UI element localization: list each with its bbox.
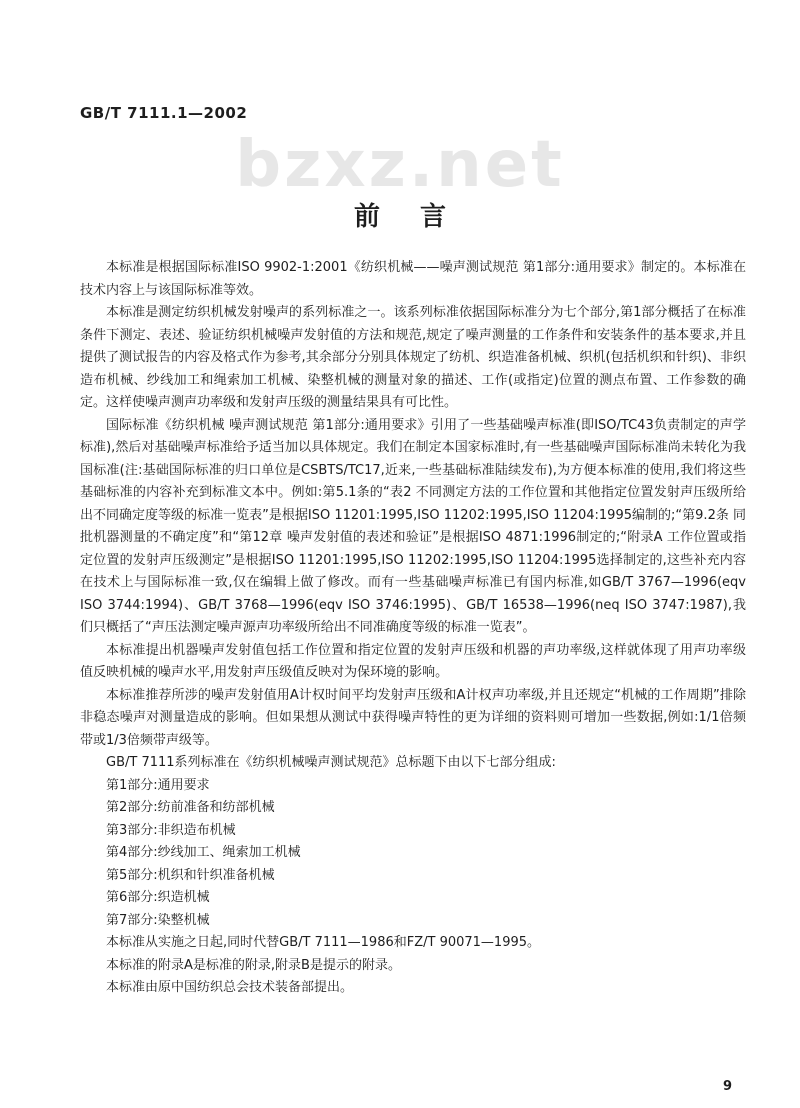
watermark: bzxz.net — [235, 128, 565, 202]
paragraph: 国际标准《纺织机械 噪声测试规范 第1部分:通用要求》引用了一些基础噪声标准(即ISO/TC43负责制定的声学标准),然后对基础噪声标准给予适当加以具体规定。我们在制定本国家标准时,有一些基础噪声国际标准尚未转化为我国标准(注:基础国际标准的归口单位是CSBTS/TC17,近来,一些基础标准陆续发布),为方便本标准的使用,我们将这些基础标准的内容补充到标准文本中。例如:第5.1条的“表2 不同测定方法的工作位置和其他指定位置发射声压级所给出不同确定度等级的标准一览表”是根据ISO 11201:1995,ISO 11202:1995,ISO 11204:1995编制的;“第9.2条 同批机器测量的不确定度”和“第12章 噪声发射值的表述和验证”是根据ISO 4871:1996制定的;“附录A 工作位置或指定位置的发射声压级测定”是根据ISO 11201:1995,ISO 11202:1995,ISO 11204:1995选择制定的,这些补充内容在技术上与国际标准一致,仅在编辑上做了修改。而有一些基础噪声标准已有国内标准,如GB/T 3767—1996(eqv ISO 3744:1994)、GB/T 3768—1996(eqv ISO 3746:1995)、GB/T 16538—1996(neq ISO 3747:1987),我们只概括了“声压法测定噪声源声功率级所给出不同准确度等级的标准一览表”。 — [80, 417, 746, 635]
closing-paragraph: 本标准从实施之日起,同时代替GB/T 7111—1986和FZ/T 90071—1995。 — [106, 935, 541, 950]
page-number: 9 — [722, 1079, 732, 1094]
list-item: 第6部分:织造机械 — [106, 890, 210, 905]
closing-paragraph: 本标准的附录A是标准的附录,附录B是提示的附录。 — [106, 957, 401, 973]
list-item: 第4部分:纱线加工、绳索加工机械 — [106, 845, 301, 860]
paragraph: 本标准推荐所涉的噪声发射值用A计权时间平均发射声压级和A计权声功率级,并且还规定“机械的工作周期”排除非稳态噪声对测量造成的影响。但如果想从测试中获得噪声特性的更为详细的资料则可增加一些数据,例如:1/1倍频带或1/3倍频带声级等。 — [80, 687, 746, 748]
list-item: 第5部分:机织和针织准备机械 — [106, 867, 275, 883]
document-body — [80, 257, 746, 1000]
page-title: 前言 — [353, 202, 486, 232]
paragraph: GB/T 7111系列标准在《纺织机械噪声测试规范》总标题下由以下七部分组成: — [106, 755, 556, 770]
list-item: 第2部分:纺前准备和纺部机械 — [106, 800, 275, 815]
list-item: 第7部分:染整机械 — [106, 912, 210, 928]
paragraph: 本标准是测定纺织机械发射噪声的系列标准之一。该系列标准依据国际标准分为七个部分,第1部分概括了在标准条件下测定、表述、验证纺织机械噪声发射值的方法和规范,规定了噪声测量的工作条件和安装条件的基本要求,并且提供了测试报告的内容及格式作为参考,其余部分分别具体规定了纺机、织造准备机械、织机(包括机织和针织)、非织造布机械、纱线加工和绳索加工机械、染整机械的测量对象的描述、工作(或指定)位置的测点布置、工作参数的确定。这样使噪声测声功率级和发射声压级的测量结果具有可比性。 — [80, 305, 746, 410]
standard-number: GB/T 7111.1—2002 — [80, 104, 248, 122]
list-item: 第3部分:非织造布机械 — [106, 822, 236, 838]
closing-paragraph: 本标准由原中国纺织总会技术装备部提出。 — [106, 980, 354, 995]
paragraph: 本标准是根据国际标准ISO 9902-1:2001《纺织机械——噪声测试规范 第1部分:通用要求》制定的。本标准在技术内容上与该国际标准等效。 — [80, 260, 746, 298]
parts-list — [80, 775, 746, 933]
list-item: 第1部分:通用要求 — [106, 777, 210, 793]
paragraph: 本标准提出机器噪声发射值包括工作位置和指定位置的发射声压级和机器的声功率级,这样就体现了用声功率级值反映机械的噪声水平,用发射声压级值反映对为保环境的影响。 — [80, 642, 746, 680]
